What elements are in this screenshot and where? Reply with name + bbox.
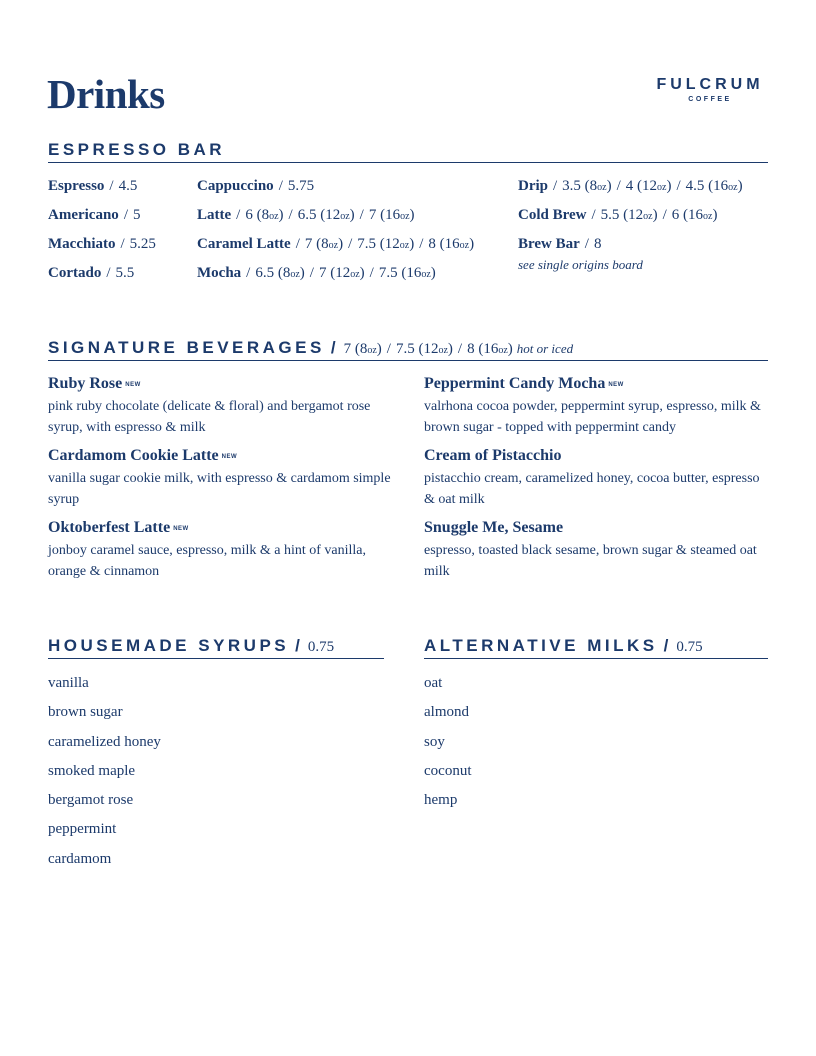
item-name: Drip <box>518 178 548 194</box>
drink-desc: pistacchio cream, caramelized honey, cocoa butter, espresso & oat milk <box>424 471 760 507</box>
drink-desc: valrhona cocoa powder, peppermint syrup, espresso, milk & brown sugar - topped with peppermint candy <box>424 399 761 435</box>
drink-desc: espresso, toasted black sesame, brown sugar & steamed oat milk <box>424 543 757 579</box>
milks-rule <box>424 658 768 659</box>
item-price: 4.5 <box>118 178 138 194</box>
menu-item: Drip / 3.5 (8oz) / 4 (12oz) / 4.5 (16oz) <box>518 178 743 194</box>
menu-item: Macchiato / 5.25 <box>48 236 156 252</box>
drink-name: Ruby Rose <box>48 375 123 392</box>
item-name: Macchiato <box>48 236 116 252</box>
signature-item <box>424 374 768 446</box>
item-name: Brew Bar <box>518 236 580 252</box>
espresso-heading: ESPRESSO BAR <box>48 140 226 159</box>
list-item: vanilla <box>48 675 89 691</box>
signature-sizes: 7 (8oz) / 7.5 (12oz) / 8 (16oz) <box>343 341 513 357</box>
brew-bar-note: see single origins board <box>518 257 643 272</box>
milks-list <box>424 673 471 819</box>
item-name: Cappuccino <box>197 178 274 194</box>
item-name: Caramel Latte <box>197 236 291 252</box>
list-item: smoked maple <box>48 762 136 779</box>
menu-item: Cortado / 5.5 <box>48 265 135 281</box>
brand-sub: COFFEE <box>688 96 732 103</box>
menu-item: Brew Bar / 8 <box>518 236 602 252</box>
item-price: 5 <box>132 207 141 223</box>
signature-col-left <box>48 374 393 590</box>
list-item: soy <box>424 733 445 750</box>
item-price: 8 <box>593 236 602 252</box>
espresso-col-2 <box>197 176 474 292</box>
signature-note: hot or iced <box>516 341 574 356</box>
list-item: brown sugar <box>48 704 123 721</box>
drink-name: Oktoberfest Latte <box>48 519 171 536</box>
signature-item <box>424 518 768 590</box>
menu-item: Americano / 5 <box>48 207 141 223</box>
signature-item <box>48 374 393 446</box>
espresso-rule <box>48 162 768 163</box>
syrups-rule <box>48 658 384 659</box>
new-badge: NEW <box>173 526 189 532</box>
signature-item <box>48 446 393 518</box>
new-badge: NEW <box>608 382 624 388</box>
drink-name: Peppermint Candy Mocha <box>424 375 606 392</box>
signature-col-right <box>424 374 768 590</box>
syrups-list <box>48 673 161 878</box>
signature-heading: SIGNATURE BEVERAGES / 7 (8oz) / 7.5 (12oz) / 8 (16oz) hot or iced <box>48 338 574 357</box>
syrups-price: 0.75 <box>307 639 335 655</box>
new-badge: NEW <box>125 382 141 388</box>
list-item: bergamot rose <box>48 792 134 809</box>
item-price: 5.5 <box>115 265 135 281</box>
signature-item <box>424 446 768 518</box>
milks-price: 0.75 <box>676 639 703 655</box>
menu-item: Espresso / 4.5 <box>48 178 138 194</box>
item-name: Latte <box>197 207 232 223</box>
menu-item: Latte / 6 (8oz) / 6.5 (12oz) / 7 (16oz) <box>197 207 415 223</box>
list-item: peppermint <box>48 821 117 838</box>
item-name: Mocha <box>197 265 242 281</box>
signature-rule <box>48 360 768 361</box>
menu-item: Mocha / 6.5 (8oz) / 7 (12oz) / 7.5 (16oz) <box>197 265 436 281</box>
list-item: cardamom <box>48 850 112 867</box>
drink-desc: jonboy caramel sauce, espresso, milk & a hint of vanilla, orange & cinnamon <box>48 543 367 579</box>
drink-name: Cardamom Cookie Latte <box>48 447 219 464</box>
menu-item: Cappuccino / 5.75 <box>197 178 315 194</box>
page-title: Drinks <box>47 71 165 117</box>
brand-name: FULCRUM <box>656 76 764 93</box>
list-item: coconut <box>424 762 472 779</box>
syrups-heading: HOUSEMADE SYRUPS / 0.75 <box>48 636 335 655</box>
new-badge: NEW <box>221 454 238 460</box>
menu-item: Caramel Latte / 7 (8oz) / 7.5 (12oz) / 8 (16oz) <box>197 236 475 252</box>
list-item: hemp <box>424 792 458 809</box>
list-item: caramelized honey <box>48 733 161 750</box>
drink-desc: pink ruby chocolate (delicate & floral) and bergamot rose syrup, with espresso & milk <box>48 399 371 435</box>
drink-name: Cream of Pistacchio <box>424 447 562 464</box>
item-name: Cold Brew <box>518 207 587 223</box>
menu-item: Cold Brew / 5.5 (12oz) / 6 (16oz) <box>518 207 718 223</box>
brand-logo <box>640 76 780 105</box>
list-item: oat <box>424 675 443 691</box>
item-name: Americano <box>48 207 119 223</box>
espresso-col-1 <box>48 176 156 292</box>
espresso-col-3 <box>518 176 743 274</box>
signature-item <box>48 518 393 590</box>
milks-heading: ALTERNATIVE MILKS / 0.75 <box>424 636 703 655</box>
drink-name: Snuggle Me, Sesame <box>424 519 564 536</box>
item-name: Cortado <box>48 265 102 281</box>
drink-desc: vanilla sugar cookie milk, with espresso & cardamom simple syrup <box>48 471 391 507</box>
list-item: almond <box>424 704 469 721</box>
item-price: 5.25 <box>129 236 156 252</box>
item-price: 5.75 <box>287 178 315 194</box>
item-name: Espresso <box>48 178 105 194</box>
